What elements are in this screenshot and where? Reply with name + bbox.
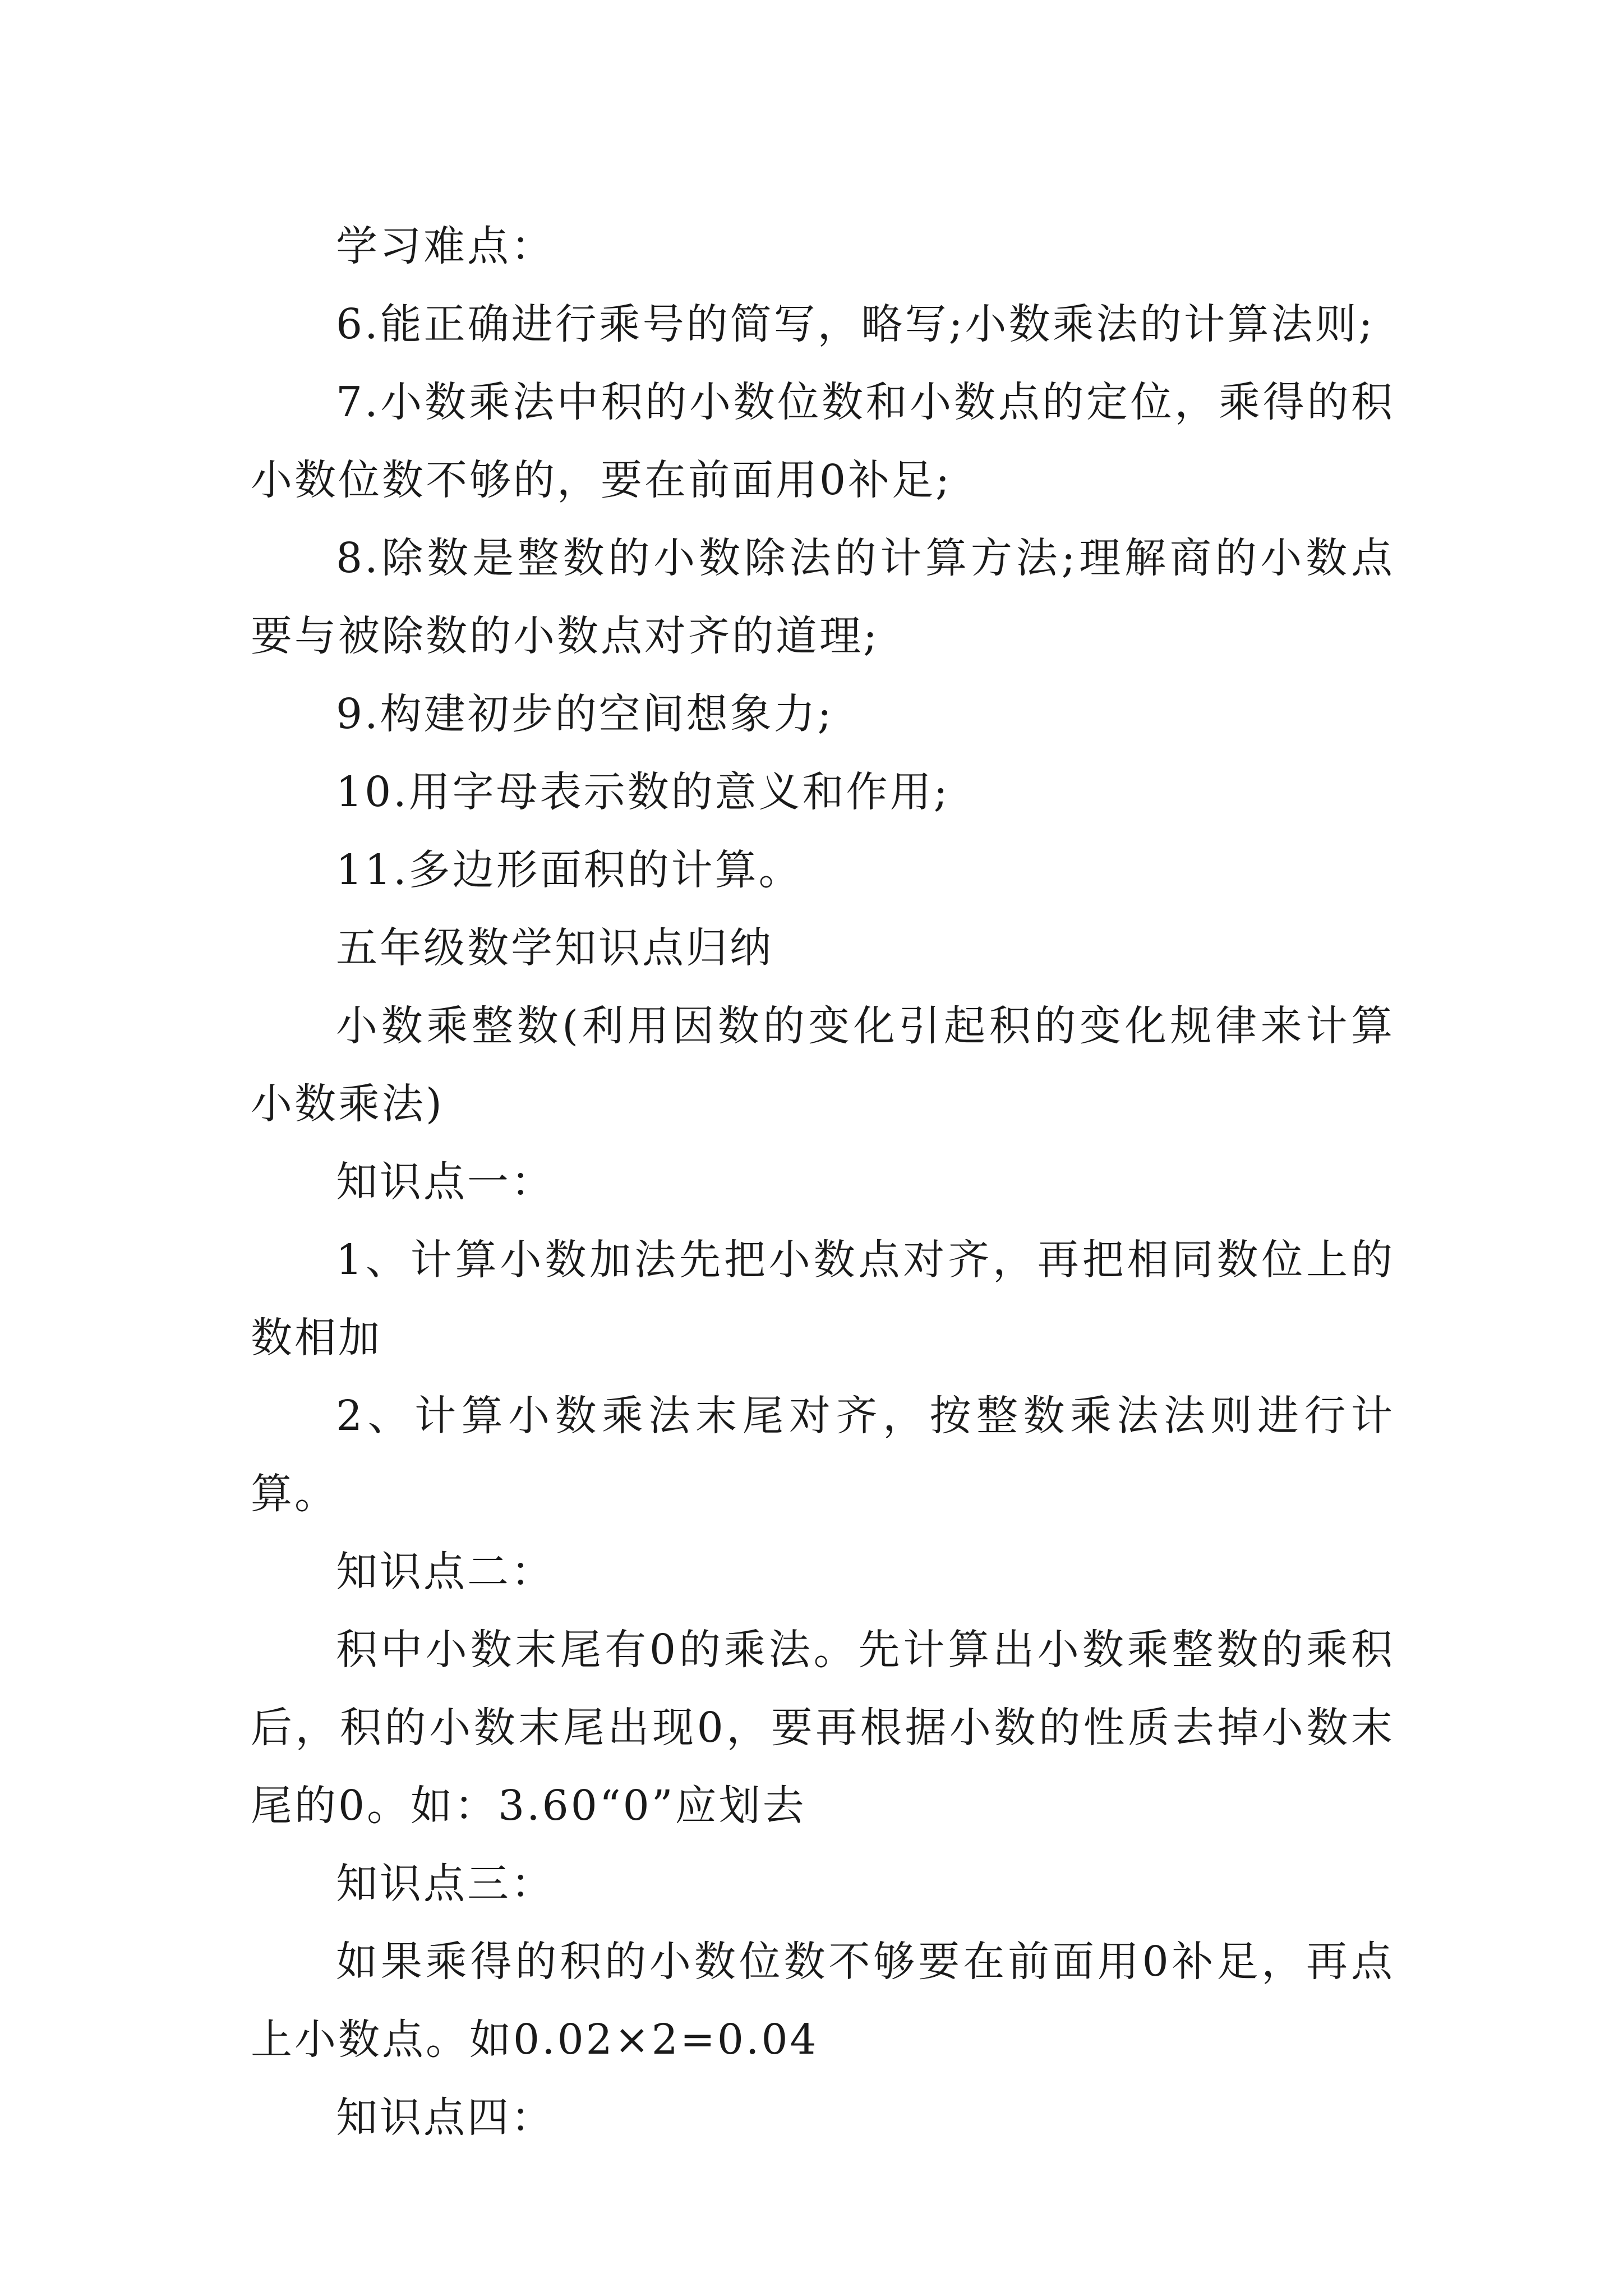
knowledge-point-3-text: 如果乘得的积的小数位数不够要在前面用0补足，再点上小数点。如0.02×2=0.04: [251, 1938, 1395, 2064]
item-8: 8.除数是整数的小数除法的计算方法;理解商的小数点要与被除数的小数点对齐的道理;: [251, 534, 1395, 660]
knowledge-point-1-rule-2: 2、计算小数乘法末尾对齐，按整数乘法法则进行计算。: [251, 1392, 1395, 1518]
knowledge-point-2-text: 积中小数末尾有0的乘法。先计算出小数乘整数的乘积后，积的小数末尾出现0，要再根据小数的性质去掉小数末尾的0。如：3.60“0”应划去: [251, 1626, 1395, 1830]
document-body: [251, 208, 1395, 2157]
subsection-title: 小数乘整数(利用因数的变化引起积的变化规律来计算小数乘法): [251, 1002, 1395, 1128]
knowledge-point-1-heading: 知识点一：: [336, 1158, 555, 1206]
item-9: 9.构建初步的空间想象力;: [336, 690, 834, 738]
heading-difficulties: 学习难点：: [336, 222, 555, 270]
item-6: 6.能正确进行乘号的简写，略写;小数乘法的计算法则;: [336, 300, 1375, 348]
section-title: 五年级数学知识点归纳: [336, 924, 773, 972]
knowledge-point-3-heading: 知识点三：: [336, 1860, 555, 1908]
item-10: 10.用字母表示数的意义和作用;: [336, 768, 950, 816]
item-11: 11.多边形面积的计算。: [336, 846, 803, 894]
knowledge-point-1-rule-1: 1、计算小数加法先把小数点对齐，再把相同数位上的数相加: [251, 1236, 1395, 1362]
item-7: 7.小数乘法中积的小数位数和小数点的定位，乘得的积小数位数不够的，要在前面用0补足;: [251, 378, 1395, 504]
knowledge-point-4-heading: 知识点四：: [336, 2093, 555, 2142]
knowledge-point-2-heading: 知识点二：: [336, 1548, 555, 1596]
